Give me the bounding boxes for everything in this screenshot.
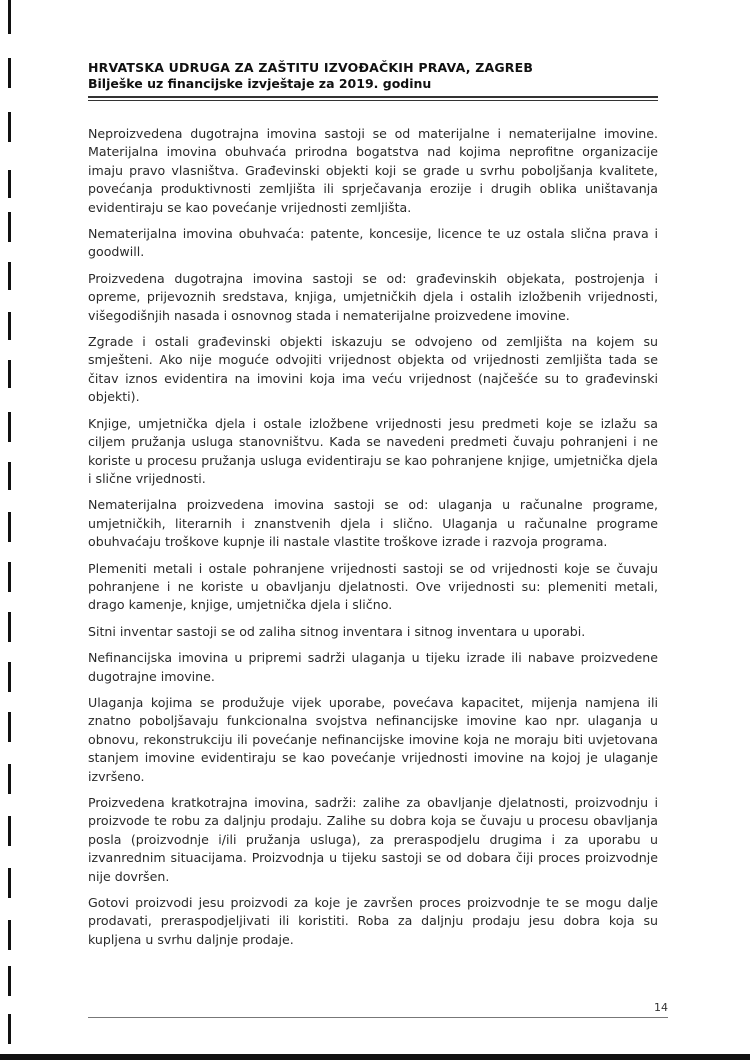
paragraph: Nematerijalna imovina obuhvaća: patente, koncesije, licence te uz ostala slična prava i goodwill.: [88, 226, 658, 260]
paragraph: Proizvedena kratkotrajna imovina, sadrži: zalihe za obavljanje djelatnosti, proizvodnju i proizvode te robu za daljnju prodaju. Zalihe su dobra koja se čuvaju u procesu obavljanja posla (proizvodnje i/ili pružanja usluga), za preraspodjelu drugima i za uporabu u izvanrednim situacijama. Proizvodnja u tijeku sastoji se od dobara čiji proces proizvodnje nije dovršen.: [88, 795, 658, 884]
binding-mark: [8, 816, 11, 846]
binding-mark: [8, 562, 11, 592]
binding-mark: [8, 764, 11, 794]
scan-bottom-edge: [0, 1054, 750, 1060]
document-body: [88, 125, 658, 957]
binding-mark: [8, 920, 11, 950]
paragraph: Knjige, umjetnička djela i ostale izložbene vrijednosti jesu predmeti koje se izlažu sa ciljem pružanja usluga stanovništvu. Kada se navedeni predmeti čuvaju pohranjeni i ne koriste u procesu pružanja usluga evidentiraju se kao pohranjene knjige, umjetnička djela i slične vrijednosti.: [88, 415, 658, 486]
binding-mark: [8, 212, 11, 242]
header-rule: [88, 96, 658, 101]
page-number: 14: [654, 1001, 668, 1014]
binding-mark: [8, 312, 11, 340]
paragraph: Sitni inventar sastoji se od zaliha sitnog inventara i sitnog inventara u uporabi.: [88, 623, 586, 639]
binding-mark: [8, 262, 11, 290]
paragraph: Ulaganja kojima se produžuje vijek uporabe, povećava kapacitet, mijenja namjena ili znatno poboljšavaju funkcionalna svojstva nefinancijske imovine kao npr. ulaganja u obnovu, rekonstrukciju ili povećanje nefinancijske imovine koja ne moraju biti uvjetovana stanjem imovine evidentiraju se kao povećanje vrijednosti imovine na kojoj je ulaganje izvršeno.: [88, 694, 658, 784]
binding-mark: [8, 662, 11, 692]
paragraph: Neproizvedena dugotrajna imovina sastoji se od materijalne i nematerijalne imovine. Materijalna imovina obuhvaća prirodna bogatstva nad kojima neprofitne organizacije imaju pravo vlasništva. Građevinski objekti koji se grade u svrhu poboljšanja kvalitete, povećanja produktivnosti zemljišta ili sprječavanja erozije i drugih oblika uništavanja evidentiraju se kao povećanje vrijednosti zemljišta.: [88, 126, 658, 215]
paragraph: Nematerijalna proizvedena imovina sastoji se od: ulaganja u računalne programe, umjetničkih, literarnih i znanstvenih djela i slično. Ulaganja u računalne programe obuhvaćaju troškove kupnje ili nastale vlastite troškove izrade i razvoja programa.: [88, 497, 658, 550]
binding-mark: [8, 712, 11, 742]
binding-mark: [8, 966, 11, 996]
paragraph: Gotovi proizvodi jesu proizvodi za koje je završen proces proizvodnje te se mogu dalje prodavati, preraspodjeljivati ili koristiti. Roba za daljnju prodaju jesu dobra koja su kupljena u svrhu daljnje prodaje.: [88, 895, 658, 947]
binding-mark: [8, 412, 11, 442]
paragraph: Plemeniti metali i ostale pohranjene vrijednosti sastoji se od vrijednosti koje se čuvaju pohranjene i ne koriste u obavljanju djelatnosti. Ove vrijednosti su: plemeniti metali, drago kamenje, knjige, umjetnička djela i slično.: [88, 560, 658, 613]
paragraph: Nefinancijska imovina u pripremi sadrži ulaganja u tijeku izrade ili nabave proizvedene dugotrajne imovine.: [88, 650, 658, 684]
binding-mark: [8, 612, 11, 642]
binding-mark: [8, 170, 11, 198]
binding-mark: [8, 462, 11, 490]
header-subtitle: Bilješke uz financijske izvještaje za 2019. godinu: [88, 76, 432, 91]
binding-mark: [8, 512, 11, 542]
header-title: HRVATSKA UDRUGA ZA ZAŠTITU IZVOĐAČKIH PRAVA, ZAGREB: [88, 60, 534, 75]
binding-mark: [8, 868, 11, 898]
binding-mark: [8, 360, 11, 388]
footer-rule: [88, 1017, 668, 1018]
binding-mark: [8, 0, 11, 34]
binding-mark: [8, 58, 11, 88]
binding-mark: [8, 112, 11, 142]
binding-mark: [8, 1014, 11, 1044]
paragraph: Zgrade i ostali građevinski objekti iskazuju se odvojeno od zemljišta na kojem su smješteni. Ako nije moguće odvojiti vrijednost objekta od vrijednosti zemljišta tada se čitav iznos evidentira na imovini koja ima veću vrijednost (najčešće su to građevinski objekti).: [88, 334, 658, 405]
page-header: [88, 60, 658, 92]
binding-marks: [8, 0, 14, 1060]
paragraph: Proizvedena dugotrajna imovina sastoji se od: građevinskih objekata, postrojenja i opreme, prijevoznih sredstava, knjiga, umjetničkih djela i ostalih izložbenih vrijednosti, višegodišnjih nasada i osnovnog stada i nematerijalne proizvedene imovine.: [88, 270, 658, 323]
